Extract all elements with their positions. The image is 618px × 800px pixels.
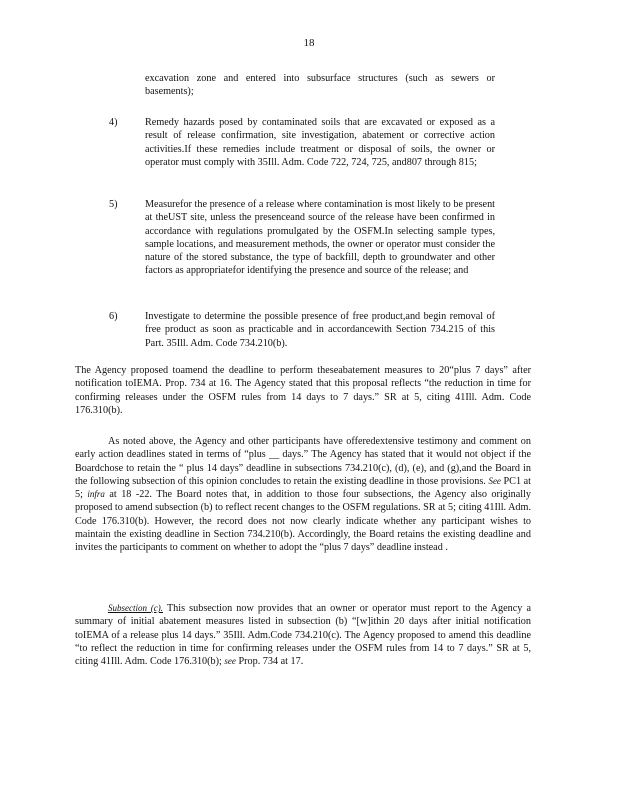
list-item-number: 6) (109, 311, 118, 322)
paragraph (75, 435, 531, 555)
paragraph-text: PC1 at 5; (75, 475, 531, 501)
page-number: 18 (303, 37, 315, 49)
subsection-heading: Subsection (c). (108, 603, 164, 613)
list-item-number: 5) (109, 199, 118, 210)
citation-signal: see (224, 656, 236, 667)
paragraph (75, 602, 531, 668)
citation-signal: See (488, 475, 501, 486)
list-item-text: Investigate to determine the possible presence of free product,and begin removal of free product as soon as practicable and in accordancewith Section 734.215 of this Part. 35Ill. Adm. Code 734.210(b). (145, 311, 495, 349)
list-item-text: Measurefor the presence of a release where contamination is most likely to be present at theUST site, unless the presenceand source of the release have been confirmed in accordance with regulations promulgated by the OSFM.In selecting sample types, sample locations, and measurement methods, the owner or operator must consider the nature of the stored substance, the type of backfill, depth to groundwater and other factors as appropriatefor identifying the presence and source of the release; and (145, 199, 495, 277)
paragraph: The Agency proposed toamend the deadline to perform theseabatement measures to 20“plus 7 days” after notification toIEMA. Prop. 734 at 16. The Agency stated that this proposal reflects “the reduction in time for confirming releases under the OSFM rules from 14 days to 7 days.” SR at 5, citing 41Ill. Adm. Code 176.310(b). (75, 365, 531, 416)
paragraph-text: at 18 -22. The Board notes that, in addition to those four subsections, the Agency also originally proposed to amend subsection (b) to reflect recent changes to the OSFM regulations. SR at 5; citing 41Ill. Adm. Code 176.310(b). However, the record does not now clearly indicate whether any participant wishes to maintain the existing deadline in Section 734.210(b). Accordingly, the Board retains the existing deadline and invites the participants to comment on whether to adopt the “plus 7 days” deadline instead . (75, 489, 532, 554)
list-item-continuation: excavation zone and entered into subsurface structures (such as sewers or basements); (145, 73, 495, 98)
paragraph-text: Prop. 734 at 17. (238, 656, 304, 668)
paragraph-text: As noted above, the Agency and other participants have offeredextensive testimony and comment on early action deadlines stated in terms of “plus __ days.” The Agency has stated that it would not object if the Boardchose to retain the “ plus 14 days” deadline in subsections 734.210(c), (d), (e), and (g),and the Board in the following subsection of this opinion concludes to retain the existing deadline in those provisions. (75, 436, 531, 487)
list-item-number: 4) (109, 117, 118, 128)
citation-signal: infra (87, 489, 105, 500)
paragraph-text: This subsection now provides that an owner or operator must report to the Agency a summary of initial abatement measures listed in subsection (b) “[w]ithin 20 days after initial notification toIEMA of a release plus 14 days.” 35Ill. Adm.Code 734.210(c). The Agency proposed to amend this deadline “to reflect the reduction in time for confirming releases under the OSFM rules from 14 to 7 days.” SR at 5, citing 41Ill. Adm. Code 176.310(b); (75, 603, 531, 668)
list-item-text: Remedy hazards posed by contaminated soils that are excavated or exposed as a result of release confirmation, site investigation, abatement or corrective action activities.If these remedies include treatment or disposal of soils, the owner or operator must comply with 35Ill. Adm. Code 722, 724, 725, and807 through 815; (145, 117, 495, 168)
